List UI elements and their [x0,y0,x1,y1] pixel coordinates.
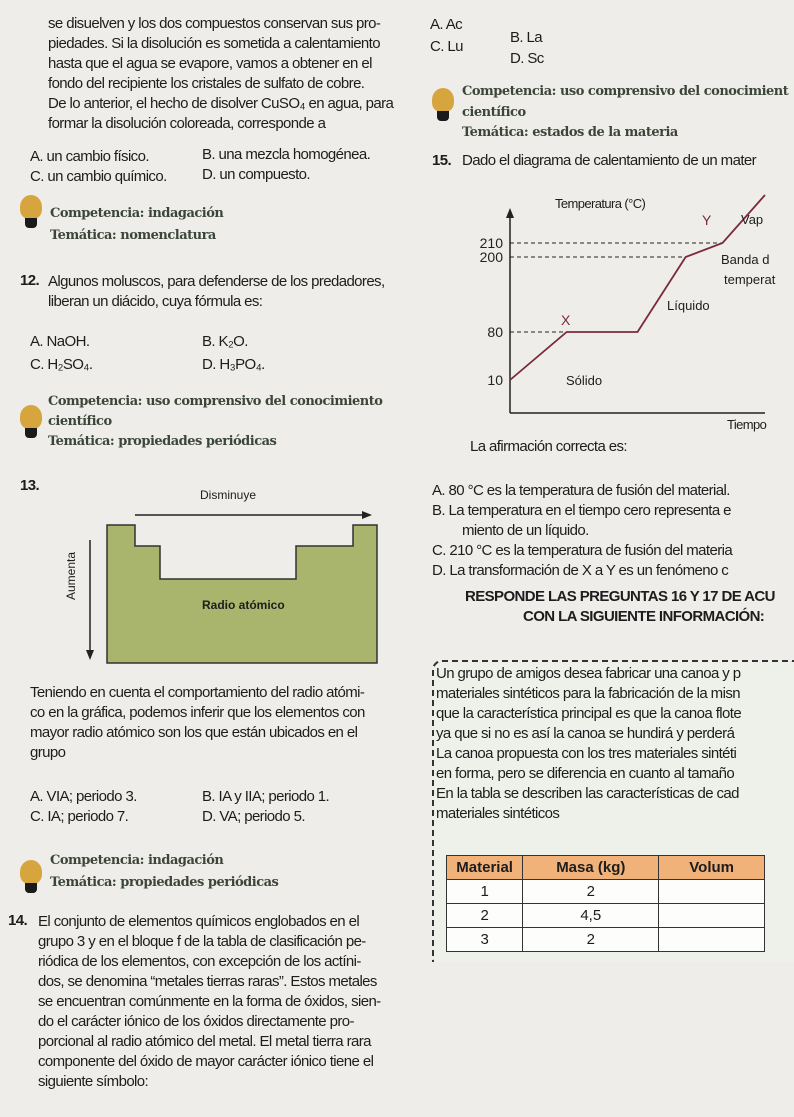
text-line: hasta que el agua se evapore, vamos a obtener en el [48,55,372,72]
competencia-label: Competencia: indagación [50,853,224,868]
text-line: materiales sintéticos [436,805,560,822]
section-heading: RESPONDE LAS PREGUNTAS 16 Y 17 DE ACU [465,588,775,605]
text-line: co en la gráfica, podemos inferir que los elementos con [30,704,365,721]
text-line: Un grupo de amigos desea fabricar una canoa y p [436,665,741,682]
text-line: De lo anterior, el hecho de disolver CuSO₄ en agua, para [48,95,394,112]
text-line: grupo 3 y en el bloque f de la tabla de clasificación pe- [38,933,366,950]
competencia-label: Competencia: uso comprensivo del conocimient [462,84,789,99]
q12-option-d[interactable]: D. H₃PO₄. [202,356,265,373]
point-x-label: X [561,312,571,328]
text-line: do el carácter iónico de los óxidos directamente pro- [38,1013,354,1030]
y-axis-label: Temperatura (°C) [555,196,646,211]
q15-option-a[interactable]: A. 80 °C es la temperatura de fusión del material. [432,482,730,499]
heating-curve-chart [420,190,765,440]
q13-option-a[interactable]: A. VIA; periodo 3. [30,788,137,805]
text-line: mayor radio atómico son los que están ubicados en el [30,724,358,741]
periodic-table-shape [107,525,377,663]
tematica-label: Temática: propiedades periódicas [48,434,277,449]
q15-option-d[interactable]: D. La transformación de X a Y es un fenómeno c [432,562,729,579]
band-label-cont: temperat [724,272,776,287]
q14-option-d[interactable]: D. Sc [510,50,544,67]
table-header: Volum [659,856,765,880]
text-line: El conjunto de elementos químicos englobados en el [38,913,360,930]
text-line: dos, se denomina “metales tierras raras”. Estos metales [38,973,377,990]
table-cell: 4,5 [523,904,659,928]
lightbulb-icon [20,195,42,229]
q13-option-d[interactable]: D. VA; periodo 5. [202,808,305,825]
text-line: porcional al radio atómico del metal. El metal tierra rara [38,1033,371,1050]
table-cell: 1 [447,880,523,904]
materials-table [446,855,765,952]
text-line: En la tabla se describen las características de cad [436,785,739,802]
table-cell: 2 [523,928,659,952]
q12-option-b[interactable]: B. K₂O. [202,333,248,350]
table-cell: 3 [447,928,523,952]
question-number: 13. [20,477,40,494]
diagram-top-label: Disminuye [200,488,257,502]
x-axis-label: Tiempo [727,417,767,432]
table-cell [659,880,765,904]
text-line: fondo del recipiente los cristales de sulfato de cobre. [48,75,365,92]
competencia-label-cont: científico [462,105,526,120]
tematica-label: Temática: estados de la materia [462,125,678,140]
liquid-label: Líquido [667,298,710,313]
text-line: ya que si no es así la canoa se hundirá y perderá [436,725,735,742]
tematica-label: Temática: propiedades periódicas [50,875,279,890]
question-number: 12. [20,272,40,289]
q14-text [38,912,381,1092]
point-y-label: Y [702,212,712,228]
text-line: riódica de los elementos, con excepción de los actíni- [38,953,361,970]
table-cell: 2 [523,880,659,904]
text-line: liberan un diácido, cuya fórmula es: [48,293,263,310]
text-line: materiales sintéticos para la fabricación de la misn [436,685,740,702]
text-line: se encuentran comúnmente en la forma de óxidos, sien- [38,993,381,1010]
q14-option-b[interactable]: B. La [510,29,543,46]
solid-label: Sólido [566,373,603,388]
competencia-label: Competencia: uso comprensivo del conocimiento [48,394,383,409]
q13-option-c[interactable]: C. IA; periodo 7. [30,808,129,825]
text-line: siguiente símbolo: [38,1073,149,1090]
y-axis-arrow [506,208,514,218]
text-line: en forma, pero se diferencia en cuanto al tamaño [436,765,735,782]
q12-text [48,272,385,312]
text-line: La canoa propuesta con los tres materiales sintéti [436,745,737,762]
q15-option-c[interactable]: C. 210 °C es la temperatura de fusión del materia [432,542,733,559]
diagram-center-label: Radio atómico [202,598,285,612]
q13-text [30,683,365,763]
q14-option-c[interactable]: C. Lu [430,38,463,55]
y-tick-label: 10 [487,372,503,388]
arrow-down-head [86,650,94,660]
text-line: Algunos moluscos, para defenderse de los predadores, [48,273,385,290]
competencia-label-cont: científico [48,414,112,429]
q15-text: Dado el diagrama de calentamiento de un mater [462,152,757,169]
q14-option-a[interactable]: A. Ac [430,16,463,33]
table-cell [659,904,765,928]
vapor-label: Vap [741,212,764,227]
y-tick-label: 200 [479,249,503,265]
info-text [436,664,741,824]
band-label: Banda d [721,252,770,267]
competencia-label: Competencia: indagación [50,206,224,221]
heating-curve-line [510,195,765,380]
table-row [447,928,765,952]
q11-option-d[interactable]: D. un compuesto. [202,166,310,183]
q11-option-c[interactable]: C. un cambio químico. [30,168,167,185]
diagram-side-label: Aumenta [64,551,78,600]
table-header: Masa (kg) [523,856,659,880]
q11-option-a[interactable]: A. un cambio físico. [30,148,149,165]
q15-prompt: La afirmación correcta es: [470,438,627,455]
y-tick-label: 210 [479,235,503,251]
arrow-right-head [362,511,372,519]
table-row [447,904,765,928]
question-number: 14. [8,912,28,929]
text-line: se disuelven y los dos compuestos conservan sus pro- [48,15,381,32]
section-heading-cont: CON LA SIGUIENTE INFORMACIÓN: [523,608,765,625]
y-tick-label: 80 [487,324,503,340]
table-cell [659,928,765,952]
lightbulb-icon [20,860,42,894]
table-row [447,880,765,904]
table-header: Material [447,856,523,880]
q11-option-b[interactable]: B. una mezcla homogénea. [202,146,371,163]
text-line: piedades. Si la disolución es sometida a calentamiento [48,35,380,52]
table-cell: 2 [447,904,523,928]
text-line: Teniendo en cuenta el comportamiento del radio atómi- [30,684,365,701]
q15-option-b[interactable]: B. La temperatura en el tiempo cero representa e [432,502,731,519]
lightbulb-icon [432,88,454,122]
text-line: componente del óxido de mayor carácter iónico tiene el [38,1053,374,1070]
question-number: 15. [432,152,452,169]
q12-option-c[interactable]: C. H₂SO₄. [30,356,93,373]
text-line: que la característica principal es que la canoa flote [436,705,742,722]
text-line: grupo [30,744,66,761]
text-line: formar la disolución coloreada, corresponde a [48,115,326,132]
lightbulb-icon [20,405,42,439]
q15-option-b-cont: miento de un líquido. [462,522,589,539]
intro-paragraph [48,14,393,134]
q12-option-a[interactable]: A. NaOH. [30,333,90,350]
tematica-label: Temática: nomenclatura [50,228,216,243]
q13-option-b[interactable]: B. IA y IIA; periodo 1. [202,788,330,805]
table-header-row [447,856,765,880]
atomic-radius-diagram [0,500,400,675]
